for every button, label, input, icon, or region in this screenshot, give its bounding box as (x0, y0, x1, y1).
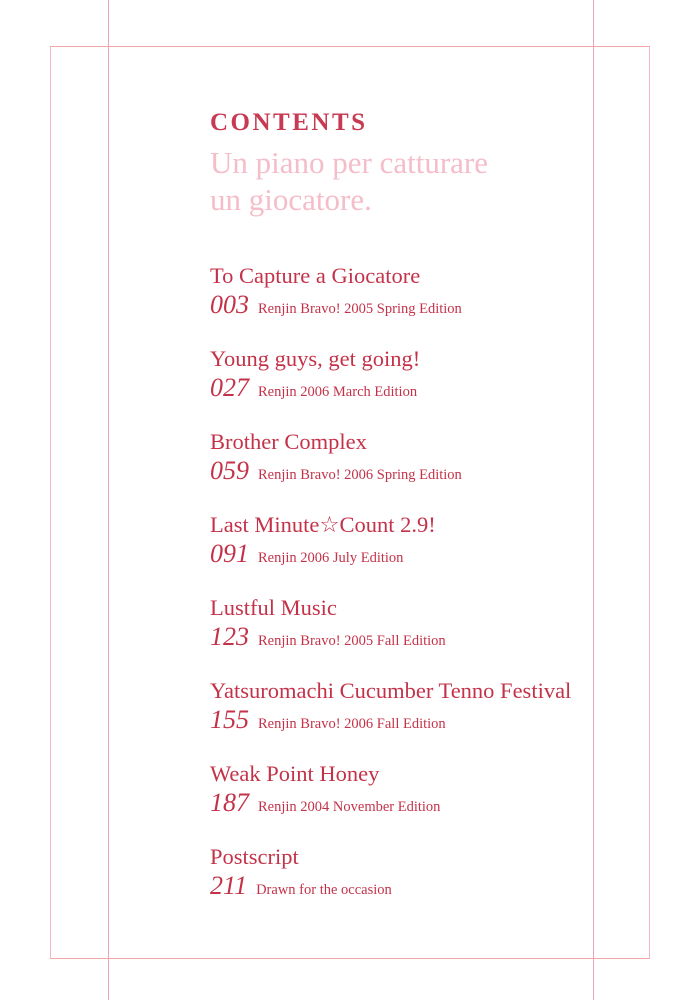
entry-page-number: 091 (210, 539, 249, 568)
toc-entry (210, 511, 650, 573)
entry-page-number: 211 (210, 871, 248, 900)
entry-source: Renjin Bravo! 2005 Spring Edition (258, 301, 462, 317)
entry-meta (210, 456, 650, 490)
entry-title: Young guys, get going! (210, 346, 421, 371)
toc-entry (210, 760, 650, 822)
toc-entry (210, 345, 650, 407)
entry-title: Weak Point Honey (210, 761, 380, 786)
entry-title: Brother Complex (210, 429, 367, 454)
entry-source: Renjin 2006 March Edition (258, 384, 418, 400)
entry-source: Drawn for the occasion (256, 882, 392, 898)
entry-title: Postscript (210, 844, 299, 869)
entry-title: To Capture a Giocatore (210, 263, 421, 288)
entry-title: Yatsuromachi Cucumber Tenno Festival (210, 678, 572, 703)
entry-meta (210, 871, 650, 905)
entry-meta (210, 788, 650, 822)
entry-source: Renjin Bravo! 2006 Spring Edition (258, 467, 462, 483)
entry-meta (210, 705, 650, 739)
entry-page-number: 059 (210, 456, 249, 485)
page-title: CONTENTS (210, 109, 368, 136)
toc-entry (210, 843, 650, 905)
entry-source: Renjin 2004 November Edition (258, 799, 441, 815)
entry-meta (210, 539, 650, 573)
entry-page-number: 003 (210, 290, 249, 319)
toc-entry (210, 428, 650, 490)
toc-entry (210, 262, 650, 324)
toc-list (210, 262, 650, 905)
subtitle-line-1: Un piano per catturare (210, 145, 489, 180)
entry-meta (210, 290, 650, 324)
entry-source: Renjin 2006 July Edition (258, 550, 404, 566)
entry-source: Renjin Bravo! 2005 Fall Edition (258, 633, 446, 649)
toc-entry (210, 594, 650, 656)
entry-page-number: 155 (210, 705, 249, 734)
entry-meta (210, 373, 650, 407)
entry-source: Renjin Bravo! 2006 Fall Edition (258, 716, 446, 732)
toc-content (210, 108, 650, 926)
entry-page-number: 027 (210, 373, 249, 402)
entry-title: Last Minute☆Count 2.9! (210, 512, 436, 537)
entry-title: Lustful Music (210, 595, 337, 620)
toc-entry (210, 677, 650, 739)
entry-meta (210, 622, 650, 656)
entry-page-number: 123 (210, 622, 249, 651)
subtitle-line-2: un giocatore. (210, 182, 372, 217)
entry-page-number: 187 (210, 788, 249, 817)
subtitle (210, 144, 650, 218)
